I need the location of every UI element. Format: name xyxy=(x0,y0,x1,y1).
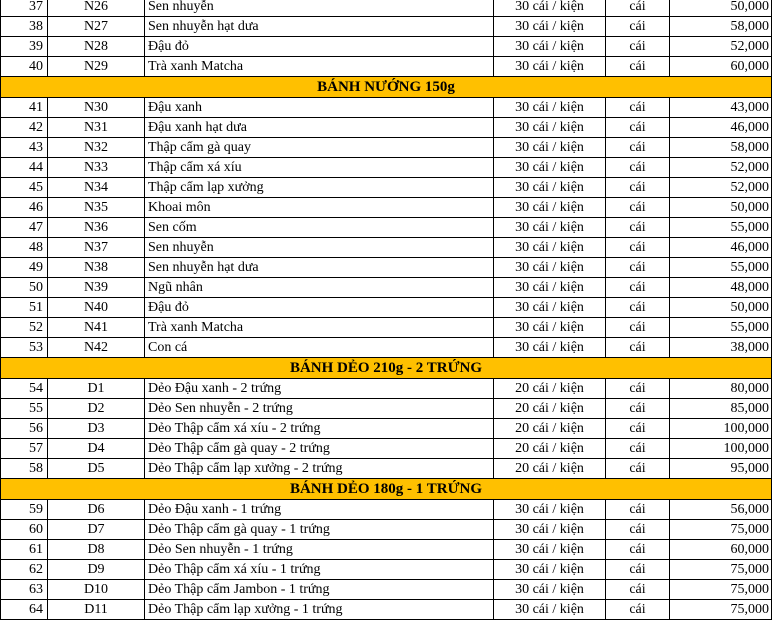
price-cell: 48,000 xyxy=(670,278,772,298)
price-cell: 55,000 xyxy=(670,318,772,338)
unit-cell: cái xyxy=(606,399,670,419)
product-code-cell: N37 xyxy=(48,238,145,258)
table-row xyxy=(1,98,772,118)
unit-cell: cái xyxy=(606,338,670,358)
unit-cell: cái xyxy=(606,560,670,580)
product-name-cell: Dẻo Sen nhuyễn - 1 trứng xyxy=(145,540,494,560)
row-number-cell: 55 xyxy=(1,399,48,419)
price-cell: 56,000 xyxy=(670,500,772,520)
product-code-cell: N40 xyxy=(48,298,145,318)
product-name-cell: Sen cốm xyxy=(145,218,494,238)
table-row xyxy=(1,379,772,399)
product-code-cell: D10 xyxy=(48,580,145,600)
row-number-cell: 52 xyxy=(1,318,48,338)
row-number-cell: 63 xyxy=(1,580,48,600)
product-name-cell: Sen nhuyễn xyxy=(145,0,494,17)
table-row xyxy=(1,459,772,479)
price-cell: 55,000 xyxy=(670,218,772,238)
packaging-cell: 20 cái / kiện xyxy=(494,439,606,459)
table-row xyxy=(1,500,772,520)
product-name-cell: Ngũ nhân xyxy=(145,278,494,298)
row-number-cell: 48 xyxy=(1,238,48,258)
row-number-cell: 58 xyxy=(1,459,48,479)
row-number-cell: 62 xyxy=(1,560,48,580)
table-row xyxy=(1,238,772,258)
table-row xyxy=(1,0,772,17)
packaging-cell: 30 cái / kiện xyxy=(494,37,606,57)
price-cell: 52,000 xyxy=(670,37,772,57)
packaging-cell: 30 cái / kiện xyxy=(494,238,606,258)
packaging-cell: 30 cái / kiện xyxy=(494,138,606,158)
price-cell: 95,000 xyxy=(670,459,772,479)
table-row xyxy=(1,158,772,178)
packaging-cell: 20 cái / kiện xyxy=(494,399,606,419)
price-cell: 100,000 xyxy=(670,439,772,459)
product-code-cell: D8 xyxy=(48,540,145,560)
packaging-cell: 30 cái / kiện xyxy=(494,318,606,338)
price-cell: 50,000 xyxy=(670,0,772,17)
row-number-cell: 61 xyxy=(1,540,48,560)
section-header-row xyxy=(1,479,772,500)
product-code-cell: N42 xyxy=(48,338,145,358)
table-row xyxy=(1,298,772,318)
table-row xyxy=(1,580,772,600)
unit-cell: cái xyxy=(606,37,670,57)
unit-cell: cái xyxy=(606,278,670,298)
row-number-cell: 57 xyxy=(1,439,48,459)
unit-cell: cái xyxy=(606,158,670,178)
product-code-cell: D7 xyxy=(48,520,145,540)
row-number-cell: 51 xyxy=(1,298,48,318)
row-number-cell: 38 xyxy=(1,17,48,37)
price-cell: 75,000 xyxy=(670,520,772,540)
product-name-cell: Đậu đỏ xyxy=(145,37,494,57)
table-row xyxy=(1,178,772,198)
price-list-body xyxy=(1,0,772,620)
product-name-cell: Dẻo Thập cẩm gà quay - 2 trứng xyxy=(145,439,494,459)
unit-cell: cái xyxy=(606,540,670,560)
price-cell: 85,000 xyxy=(670,399,772,419)
product-code-cell: N31 xyxy=(48,118,145,138)
product-name-cell: Dẻo Thập cẩm xá xíu - 1 trứng xyxy=(145,560,494,580)
product-name-cell: Sen nhuyễn xyxy=(145,238,494,258)
packaging-cell: 30 cái / kiện xyxy=(494,600,606,620)
product-code-cell: N26 xyxy=(48,0,145,17)
product-code-cell: D4 xyxy=(48,439,145,459)
row-number-cell: 41 xyxy=(1,98,48,118)
packaging-cell: 30 cái / kiện xyxy=(494,258,606,278)
unit-cell: cái xyxy=(606,298,670,318)
section-title: BÁNH NƯỚNG 150g xyxy=(1,77,772,98)
product-code-cell: D3 xyxy=(48,419,145,439)
section-title: BÁNH DẺO 180g - 1 TRỨNG xyxy=(1,479,772,500)
row-number-cell: 49 xyxy=(1,258,48,278)
unit-cell: cái xyxy=(606,580,670,600)
unit-cell: cái xyxy=(606,500,670,520)
product-name-cell: Dẻo Thập cẩm Jambon - 1 trứng xyxy=(145,580,494,600)
unit-cell: cái xyxy=(606,459,670,479)
product-name-cell: Dẻo Thập cẩm gà quay - 1 trứng xyxy=(145,520,494,540)
row-number-cell: 56 xyxy=(1,419,48,439)
price-cell: 52,000 xyxy=(670,178,772,198)
product-code-cell: D9 xyxy=(48,560,145,580)
table-row xyxy=(1,198,772,218)
section-header-row xyxy=(1,358,772,379)
packaging-cell: 30 cái / kiện xyxy=(494,178,606,198)
packaging-cell: 30 cái / kiện xyxy=(494,118,606,138)
table-row xyxy=(1,399,772,419)
product-name-cell: Dẻo Thập cẩm lạp xưởng - 2 trứng xyxy=(145,459,494,479)
table-row xyxy=(1,600,772,620)
price-cell: 50,000 xyxy=(670,198,772,218)
unit-cell: cái xyxy=(606,98,670,118)
unit-cell: cái xyxy=(606,520,670,540)
packaging-cell: 30 cái / kiện xyxy=(494,338,606,358)
price-cell: 52,000 xyxy=(670,158,772,178)
product-code-cell: N39 xyxy=(48,278,145,298)
product-name-cell: Đậu đỏ xyxy=(145,298,494,318)
product-code-cell: D6 xyxy=(48,500,145,520)
unit-cell: cái xyxy=(606,57,670,77)
table-row xyxy=(1,138,772,158)
product-name-cell: Đậu xanh xyxy=(145,98,494,118)
product-name-cell: Dẻo Sen nhuyễn - 2 trứng xyxy=(145,399,494,419)
product-name-cell: Trà xanh Matcha xyxy=(145,57,494,77)
unit-cell: cái xyxy=(606,318,670,338)
packaging-cell: 30 cái / kiện xyxy=(494,520,606,540)
row-number-cell: 59 xyxy=(1,500,48,520)
unit-cell: cái xyxy=(606,0,670,17)
product-code-cell: N30 xyxy=(48,98,145,118)
product-name-cell: Đậu xanh hạt dưa xyxy=(145,118,494,138)
packaging-cell: 30 cái / kiện xyxy=(494,218,606,238)
product-code-cell: N35 xyxy=(48,198,145,218)
product-code-cell: N27 xyxy=(48,17,145,37)
table-row xyxy=(1,258,772,278)
product-code-cell: N36 xyxy=(48,218,145,238)
unit-cell: cái xyxy=(606,198,670,218)
row-number-cell: 37 xyxy=(1,0,48,17)
price-cell: 75,000 xyxy=(670,580,772,600)
table-row xyxy=(1,37,772,57)
row-number-cell: 45 xyxy=(1,178,48,198)
table-row xyxy=(1,338,772,358)
product-code-cell: D11 xyxy=(48,600,145,620)
packaging-cell: 30 cái / kiện xyxy=(494,17,606,37)
table-row xyxy=(1,520,772,540)
price-cell: 50,000 xyxy=(670,298,772,318)
packaging-cell: 30 cái / kiện xyxy=(494,278,606,298)
packaging-cell: 30 cái / kiện xyxy=(494,57,606,77)
product-code-cell: N29 xyxy=(48,57,145,77)
packaging-cell: 20 cái / kiện xyxy=(494,379,606,399)
price-cell: 46,000 xyxy=(670,238,772,258)
row-number-cell: 60 xyxy=(1,520,48,540)
product-name-cell: Con cá xyxy=(145,338,494,358)
product-code-cell: N28 xyxy=(48,37,145,57)
unit-cell: cái xyxy=(606,17,670,37)
packaging-cell: 30 cái / kiện xyxy=(494,500,606,520)
packaging-cell: 30 cái / kiện xyxy=(494,198,606,218)
product-name-cell: Thập cẩm gà quay xyxy=(145,138,494,158)
unit-cell: cái xyxy=(606,118,670,138)
unit-cell: cái xyxy=(606,178,670,198)
packaging-cell: 30 cái / kiện xyxy=(494,98,606,118)
packaging-cell: 20 cái / kiện xyxy=(494,459,606,479)
row-number-cell: 44 xyxy=(1,158,48,178)
row-number-cell: 47 xyxy=(1,218,48,238)
product-code-cell: N41 xyxy=(48,318,145,338)
unit-cell: cái xyxy=(606,218,670,238)
price-cell: 80,000 xyxy=(670,379,772,399)
table-row xyxy=(1,540,772,560)
unit-cell: cái xyxy=(606,379,670,399)
product-name-cell: Sen nhuyễn hạt dưa xyxy=(145,17,494,37)
packaging-cell: 30 cái / kiện xyxy=(494,540,606,560)
price-cell: 55,000 xyxy=(670,258,772,278)
packaging-cell: 30 cái / kiện xyxy=(494,298,606,318)
price-cell: 38,000 xyxy=(670,338,772,358)
row-number-cell: 40 xyxy=(1,57,48,77)
product-code-cell: N34 xyxy=(48,178,145,198)
product-code-cell: N33 xyxy=(48,158,145,178)
packaging-cell: 30 cái / kiện xyxy=(494,580,606,600)
product-name-cell: Dẻo Đậu xanh - 2 trứng xyxy=(145,379,494,399)
price-cell: 58,000 xyxy=(670,138,772,158)
product-name-cell: Trà xanh Matcha xyxy=(145,318,494,338)
product-name-cell: Thập cẩm xá xíu xyxy=(145,158,494,178)
price-cell: 46,000 xyxy=(670,118,772,138)
table-row xyxy=(1,57,772,77)
product-name-cell: Sen nhuyễn hạt dưa xyxy=(145,258,494,278)
product-code-cell: D2 xyxy=(48,399,145,419)
product-name-cell: Thập cẩm lạp xưởng xyxy=(145,178,494,198)
row-number-cell: 42 xyxy=(1,118,48,138)
product-name-cell: Dẻo Thập cẩm xá xíu - 2 trứng xyxy=(145,419,494,439)
product-code-cell: N32 xyxy=(48,138,145,158)
unit-cell: cái xyxy=(606,419,670,439)
product-name-cell: Khoai môn xyxy=(145,198,494,218)
table-row xyxy=(1,439,772,459)
table-row xyxy=(1,218,772,238)
packaging-cell: 30 cái / kiện xyxy=(494,0,606,17)
price-cell: 60,000 xyxy=(670,57,772,77)
unit-cell: cái xyxy=(606,258,670,278)
row-number-cell: 50 xyxy=(1,278,48,298)
price-cell: 75,000 xyxy=(670,600,772,620)
row-number-cell: 53 xyxy=(1,338,48,358)
product-name-cell: Dẻo Đậu xanh - 1 trứng xyxy=(145,500,494,520)
packaging-cell: 20 cái / kiện xyxy=(494,419,606,439)
price-cell: 100,000 xyxy=(670,419,772,439)
table-row xyxy=(1,17,772,37)
unit-cell: cái xyxy=(606,439,670,459)
product-name-cell: Dẻo Thập cẩm lạp xưởng - 1 trứng xyxy=(145,600,494,620)
price-cell: 75,000 xyxy=(670,560,772,580)
row-number-cell: 43 xyxy=(1,138,48,158)
section-header-row xyxy=(1,77,772,98)
price-cell: 60,000 xyxy=(670,540,772,560)
row-number-cell: 39 xyxy=(1,37,48,57)
product-code-cell: N38 xyxy=(48,258,145,278)
product-code-cell: D5 xyxy=(48,459,145,479)
packaging-cell: 30 cái / kiện xyxy=(494,158,606,178)
table-row xyxy=(1,118,772,138)
row-number-cell: 54 xyxy=(1,379,48,399)
unit-cell: cái xyxy=(606,600,670,620)
table-row xyxy=(1,278,772,298)
table-row xyxy=(1,560,772,580)
packaging-cell: 30 cái / kiện xyxy=(494,560,606,580)
unit-cell: cái xyxy=(606,138,670,158)
table-row xyxy=(1,318,772,338)
table-row xyxy=(1,419,772,439)
product-code-cell: D1 xyxy=(48,379,145,399)
row-number-cell: 46 xyxy=(1,198,48,218)
row-number-cell: 64 xyxy=(1,600,48,620)
section-title: BÁNH DẺO 210g - 2 TRỨNG xyxy=(1,358,772,379)
price-cell: 58,000 xyxy=(670,17,772,37)
price-cell: 43,000 xyxy=(670,98,772,118)
unit-cell: cái xyxy=(606,238,670,258)
